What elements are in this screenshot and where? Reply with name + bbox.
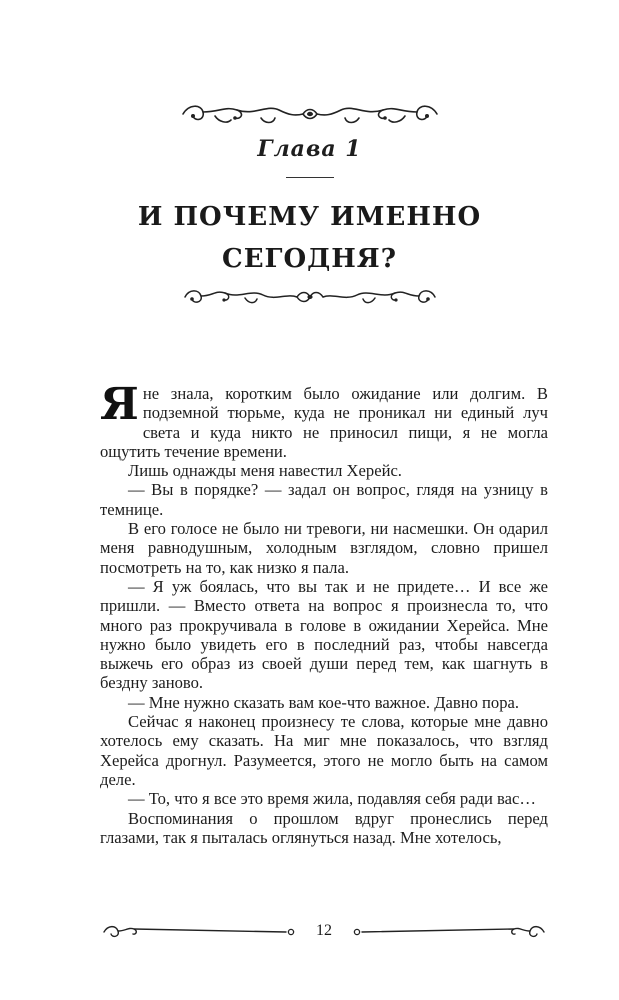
page-footer (100, 922, 548, 942)
chapter-body (100, 379, 548, 847)
chapter-title-line-2: СЕГОДНЯ? (222, 244, 397, 274)
drop-cap: Я (100, 379, 139, 430)
paragraph-6: — Мне нужно сказать вам кое-что важное. Давно пора. (128, 692, 520, 712)
paragraph-9: Воспоминания о прошлом вдруг пронеслись перед глазами, так я пыталась оглянуться назад. Мне хотелось, (100, 808, 548, 847)
chapter-divider (286, 177, 334, 178)
paragraph-1 (100, 379, 548, 461)
chapter-title-line-1: И ПОЧЕМУ ИМЕННО (137, 202, 482, 232)
paragraph-4: В его голосе не было ни тревоги, ни насмешки. Он одарил меня равнодушным, холодным взглядом, словно пришел посмотреть на то, как низко я пала. (100, 519, 548, 577)
paragraph-3: — Вы в порядке? — задал он вопрос, глядя на узницу в темнице. (100, 480, 548, 519)
middle-flourish-ornament (0, 284, 619, 310)
chapter-label: Глава 1 (257, 136, 362, 162)
top-flourish-ornament (0, 96, 619, 132)
chapter-title (60, 196, 559, 280)
page-number: 12 (316, 922, 332, 939)
paragraph-7: Сейчас я наконец произнесу те слова, которые мне давно хотелось ему сказать. На миг мне показалось, что взгляд Херейса дрогнул. Разумеется, этого не могло быть на самом деле. (100, 712, 548, 789)
footer-right-flourish-icon (352, 923, 548, 941)
paragraph-8: — То, что я все это время жила, подавляя себя ради вас… (128, 789, 536, 809)
flourish-icon (179, 284, 441, 310)
flourish-icon (175, 96, 445, 132)
paragraph-text: не знала, коротким было ожидание или долгим. В подземной тюрьме, куда не проникал ни единый луч света и куда никто не приносил пищи, я не могла ощутить течение времени. (100, 384, 548, 461)
paragraph-2: Лишь однажды меня навестил Херейс. (128, 461, 402, 481)
paragraph-5: — Я уж боялась, что вы так и не придете… И все же пришли. — Вместо ответа на вопрос я произнесла то, что много раз прокручивала в голове в ожидании Херейса. Мне нужно было увидеть его в последний раз, чтобы навсегда выжечь его образ из своей души перед тем, как шагнуть в бездну заново. (100, 576, 548, 693)
